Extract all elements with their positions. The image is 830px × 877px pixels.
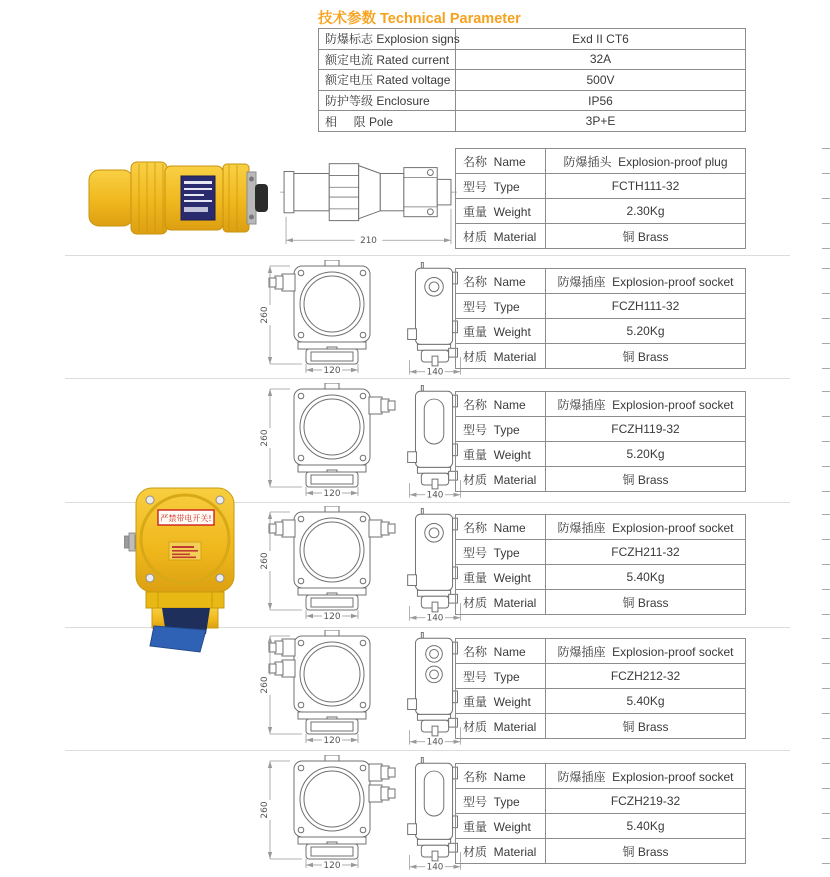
- socket-front-outline: [294, 630, 370, 734]
- page-edge-tick: [822, 491, 830, 492]
- socket-drawing-area: [258, 260, 444, 381]
- spec-row: [456, 839, 746, 864]
- socket-drawing-area: [258, 630, 444, 751]
- page-edge-tick: [822, 268, 830, 269]
- spec-value: 铜 Brass: [546, 467, 746, 492]
- spec-value: 防爆插座 Explosion-proof socket: [546, 515, 746, 540]
- spec-value: 5.20Kg: [546, 442, 746, 467]
- cable-gland-right: [369, 397, 395, 414]
- spec-row: [456, 344, 746, 369]
- spec-label: 材质 Material: [456, 467, 546, 492]
- dim-width-label: 120: [323, 489, 341, 499]
- technical-parameter-table: [318, 28, 746, 132]
- socket-front-drawing: [258, 630, 398, 746]
- page-edge-tick: [822, 813, 830, 814]
- socket-front-drawing: [258, 383, 398, 499]
- cable-gland-left: [269, 660, 295, 677]
- page-edge-tick: [822, 318, 830, 319]
- socket-blue-flap: [150, 626, 206, 652]
- page-edge-tick: [822, 564, 830, 565]
- spec-row: [456, 319, 746, 344]
- parameter-label: 额定电流 Rated current: [319, 49, 456, 70]
- socket-front-drawing: [258, 755, 398, 871]
- parameter-value: IP56: [456, 90, 746, 111]
- page-edge-tick: [822, 514, 830, 515]
- parameter-value: 500V: [456, 70, 746, 91]
- plug-coupler: [223, 164, 249, 232]
- cable-gland-right: [369, 785, 395, 802]
- spec-row: [456, 789, 746, 814]
- spec-row: [456, 689, 746, 714]
- spec-value: 5.20Kg: [546, 319, 746, 344]
- page-edge-tick: [822, 688, 830, 689]
- dim-width-label: 120: [323, 366, 341, 376]
- cable-gland-left: [269, 639, 295, 656]
- page-edge-tick: [822, 589, 830, 590]
- product-spec-table: [455, 268, 746, 369]
- socket-photo-drawing: [124, 484, 242, 656]
- plug-nose: [89, 170, 133, 226]
- page-edge-tick: [822, 416, 830, 417]
- spec-row: [456, 540, 746, 565]
- socket-front-outline: [294, 506, 370, 610]
- parameter-value: Exd II CT6: [456, 29, 746, 50]
- dim-height-label: 260: [260, 306, 270, 324]
- spec-value: 防爆插头 Explosion-proof plug: [546, 149, 746, 174]
- page-edge-tick: [822, 539, 830, 540]
- cable-gland-left: [269, 520, 295, 537]
- page-edge-tick: [822, 148, 830, 149]
- cable-gland-right: [369, 520, 395, 537]
- parameter-value: 32A: [456, 49, 746, 70]
- spec-row: [456, 269, 746, 294]
- spec-label: 重量 Weight: [456, 199, 546, 224]
- spec-label: 型号 Type: [456, 294, 546, 319]
- spec-row: [456, 199, 746, 224]
- parameter-row: [319, 111, 746, 132]
- spec-label: 重量 Weight: [456, 319, 546, 344]
- plug-outline: [284, 164, 451, 221]
- spec-value: 铜 Brass: [546, 839, 746, 864]
- product-spec-table: [455, 148, 746, 249]
- screw: [427, 170, 433, 176]
- dim-depth-label: 140: [426, 613, 444, 624]
- page-edge-tick: [822, 738, 830, 739]
- parameter-label: 防护等级 Enclosure: [319, 90, 456, 111]
- spec-label: 名称 Name: [456, 269, 546, 294]
- page-edge-tick: [822, 248, 830, 249]
- product-spec-table: [455, 763, 746, 864]
- spec-label: 重量 Weight: [456, 814, 546, 839]
- spec-value: 5.40Kg: [546, 814, 746, 839]
- spec-row: [456, 590, 746, 615]
- spec-label: 名称 Name: [456, 515, 546, 540]
- parameter-label: 额定电压 Rated voltage: [319, 70, 456, 91]
- page-edge-tick: [822, 863, 830, 864]
- spec-row: [456, 565, 746, 590]
- page-edge-tick: [822, 614, 830, 615]
- spec-value: 防爆插座 Explosion-proof socket: [546, 639, 746, 664]
- spec-value: FCZH111-32: [546, 294, 746, 319]
- spec-row: [456, 417, 746, 442]
- dim-height-label: 260: [260, 676, 270, 694]
- socket-side-outline: [408, 262, 458, 365]
- spec-label: 重量 Weight: [456, 689, 546, 714]
- spec-value: FCZH219-32: [546, 789, 746, 814]
- socket-front-outline: [294, 383, 370, 487]
- spec-value: FCZH212-32: [546, 664, 746, 689]
- socket-product-photo: [124, 484, 242, 656]
- spec-value: 铜 Brass: [546, 714, 746, 739]
- spec-row: [456, 442, 746, 467]
- dim-depth-label: 140: [426, 737, 444, 748]
- spec-label: 名称 Name: [456, 392, 546, 417]
- spec-row: [456, 639, 746, 664]
- spec-label: 重量 Weight: [456, 442, 546, 467]
- spec-label: 型号 Type: [456, 664, 546, 689]
- spec-label: 材质 Material: [456, 590, 546, 615]
- page-edge-tick: [822, 368, 830, 369]
- plug-photo-drawing: [85, 154, 270, 242]
- socket-front-outline: [294, 755, 370, 859]
- spec-label: 名称 Name: [456, 764, 546, 789]
- page-edge-tick: [822, 788, 830, 789]
- spec-row: [456, 224, 746, 249]
- spec-value: 5.40Kg: [546, 565, 746, 590]
- parameter-value: 3P+E: [456, 111, 746, 132]
- page-edge-tick: [822, 441, 830, 442]
- plug-drawing-area: [278, 146, 460, 259]
- spec-label: 型号 Type: [456, 540, 546, 565]
- socket-front-drawing: [258, 506, 398, 622]
- spec-label: 型号 Type: [456, 174, 546, 199]
- spec-value: 防爆插座 Explosion-proof socket: [546, 269, 746, 294]
- spec-row: [456, 714, 746, 739]
- plug-black-cap: [255, 184, 268, 212]
- spec-label: 材质 Material: [456, 224, 546, 249]
- spec-row: [456, 149, 746, 174]
- parameter-row: [319, 29, 746, 50]
- spec-value: 铜 Brass: [546, 224, 746, 249]
- product-spec-table: [455, 638, 746, 739]
- spec-value: FCZH211-32: [546, 540, 746, 565]
- dim-width-label: 120: [323, 612, 341, 622]
- warning-label-text: 严禁带电开关!: [160, 514, 212, 523]
- socket-side-outline: [408, 757, 458, 860]
- spec-label: 型号 Type: [456, 417, 546, 442]
- cable-gland-right: [369, 764, 395, 781]
- spec-row: [456, 392, 746, 417]
- parameter-row: [319, 70, 746, 91]
- spec-row: [456, 174, 746, 199]
- product-spec-table: [455, 391, 746, 492]
- dim-height-label: 260: [260, 552, 270, 570]
- page-edge-tick: [822, 173, 830, 174]
- parameter-row: [319, 49, 746, 70]
- page-edge-tick: [822, 466, 830, 467]
- spec-label: 名称 Name: [456, 149, 546, 174]
- socket-drawing-area: [258, 755, 444, 876]
- page-edge-tick: [822, 223, 830, 224]
- spec-label: 材质 Material: [456, 714, 546, 739]
- dim-length-label: 210: [360, 236, 377, 247]
- spec-label: 型号 Type: [456, 789, 546, 814]
- spec-row: [456, 764, 746, 789]
- spec-value: 防爆插座 Explosion-proof socket: [546, 764, 746, 789]
- dim-height-label: 260: [260, 429, 270, 447]
- page-edge-tick: [822, 838, 830, 839]
- flange-bolt: [249, 177, 254, 182]
- dim-depth-label: 140: [426, 367, 444, 378]
- page-edge-tick: [822, 343, 830, 344]
- page-title: 技术参数 Technical Parameter: [318, 11, 521, 27]
- dim-height-label: 260: [260, 801, 270, 819]
- product-spec-table: [455, 514, 746, 615]
- page-edge-tick: [822, 663, 830, 664]
- screw: [427, 209, 433, 215]
- dim-depth-label: 140: [426, 862, 444, 873]
- dim-width-label: 120: [323, 861, 341, 871]
- socket-front-drawing: [258, 260, 398, 376]
- socket-front-outline: [294, 260, 370, 364]
- cable-gland-left: [269, 274, 295, 291]
- spec-label: 材质 Material: [456, 839, 546, 864]
- spec-row: [456, 515, 746, 540]
- spec-value: 铜 Brass: [546, 344, 746, 369]
- socket-side-outline: [408, 385, 458, 488]
- socket-drawing-area: [258, 383, 444, 504]
- spec-value: 铜 Brass: [546, 590, 746, 615]
- spec-value: 5.40Kg: [546, 689, 746, 714]
- flange-bolt: [249, 215, 254, 220]
- page-edge-tick: [822, 391, 830, 392]
- plug-collar: [131, 162, 167, 234]
- page-edge-tick: [822, 293, 830, 294]
- socket-side-outline: [408, 508, 458, 611]
- socket-drawing-area: [258, 506, 444, 627]
- spec-value: 防爆插座 Explosion-proof socket: [546, 392, 746, 417]
- plug-dimension-drawing: [278, 146, 460, 254]
- dim-width-label: 120: [323, 736, 341, 746]
- socket-side-outline: [408, 632, 458, 735]
- dim-depth-label: 140: [426, 490, 444, 501]
- spec-row: [456, 467, 746, 492]
- spec-row: [456, 814, 746, 839]
- page-edge-tick: [822, 198, 830, 199]
- parameter-label: 防爆标志 Explosion signs: [319, 29, 456, 50]
- parameter-label: 相 限 Pole: [319, 111, 456, 132]
- page-edge-tick: [822, 638, 830, 639]
- spec-row: [456, 294, 746, 319]
- spec-value: FCTH111-32: [546, 174, 746, 199]
- spec-label: 名称 Name: [456, 639, 546, 664]
- spec-label: 重量 Weight: [456, 565, 546, 590]
- parameter-row: [319, 90, 746, 111]
- plug-product-photo: [85, 154, 270, 242]
- spec-value: FCZH119-32: [546, 417, 746, 442]
- spec-row: [456, 664, 746, 689]
- page-edge-tick: [822, 713, 830, 714]
- spec-label: 材质 Material: [456, 344, 546, 369]
- spec-value: 2.30Kg: [546, 199, 746, 224]
- page-edge-tick: [822, 763, 830, 764]
